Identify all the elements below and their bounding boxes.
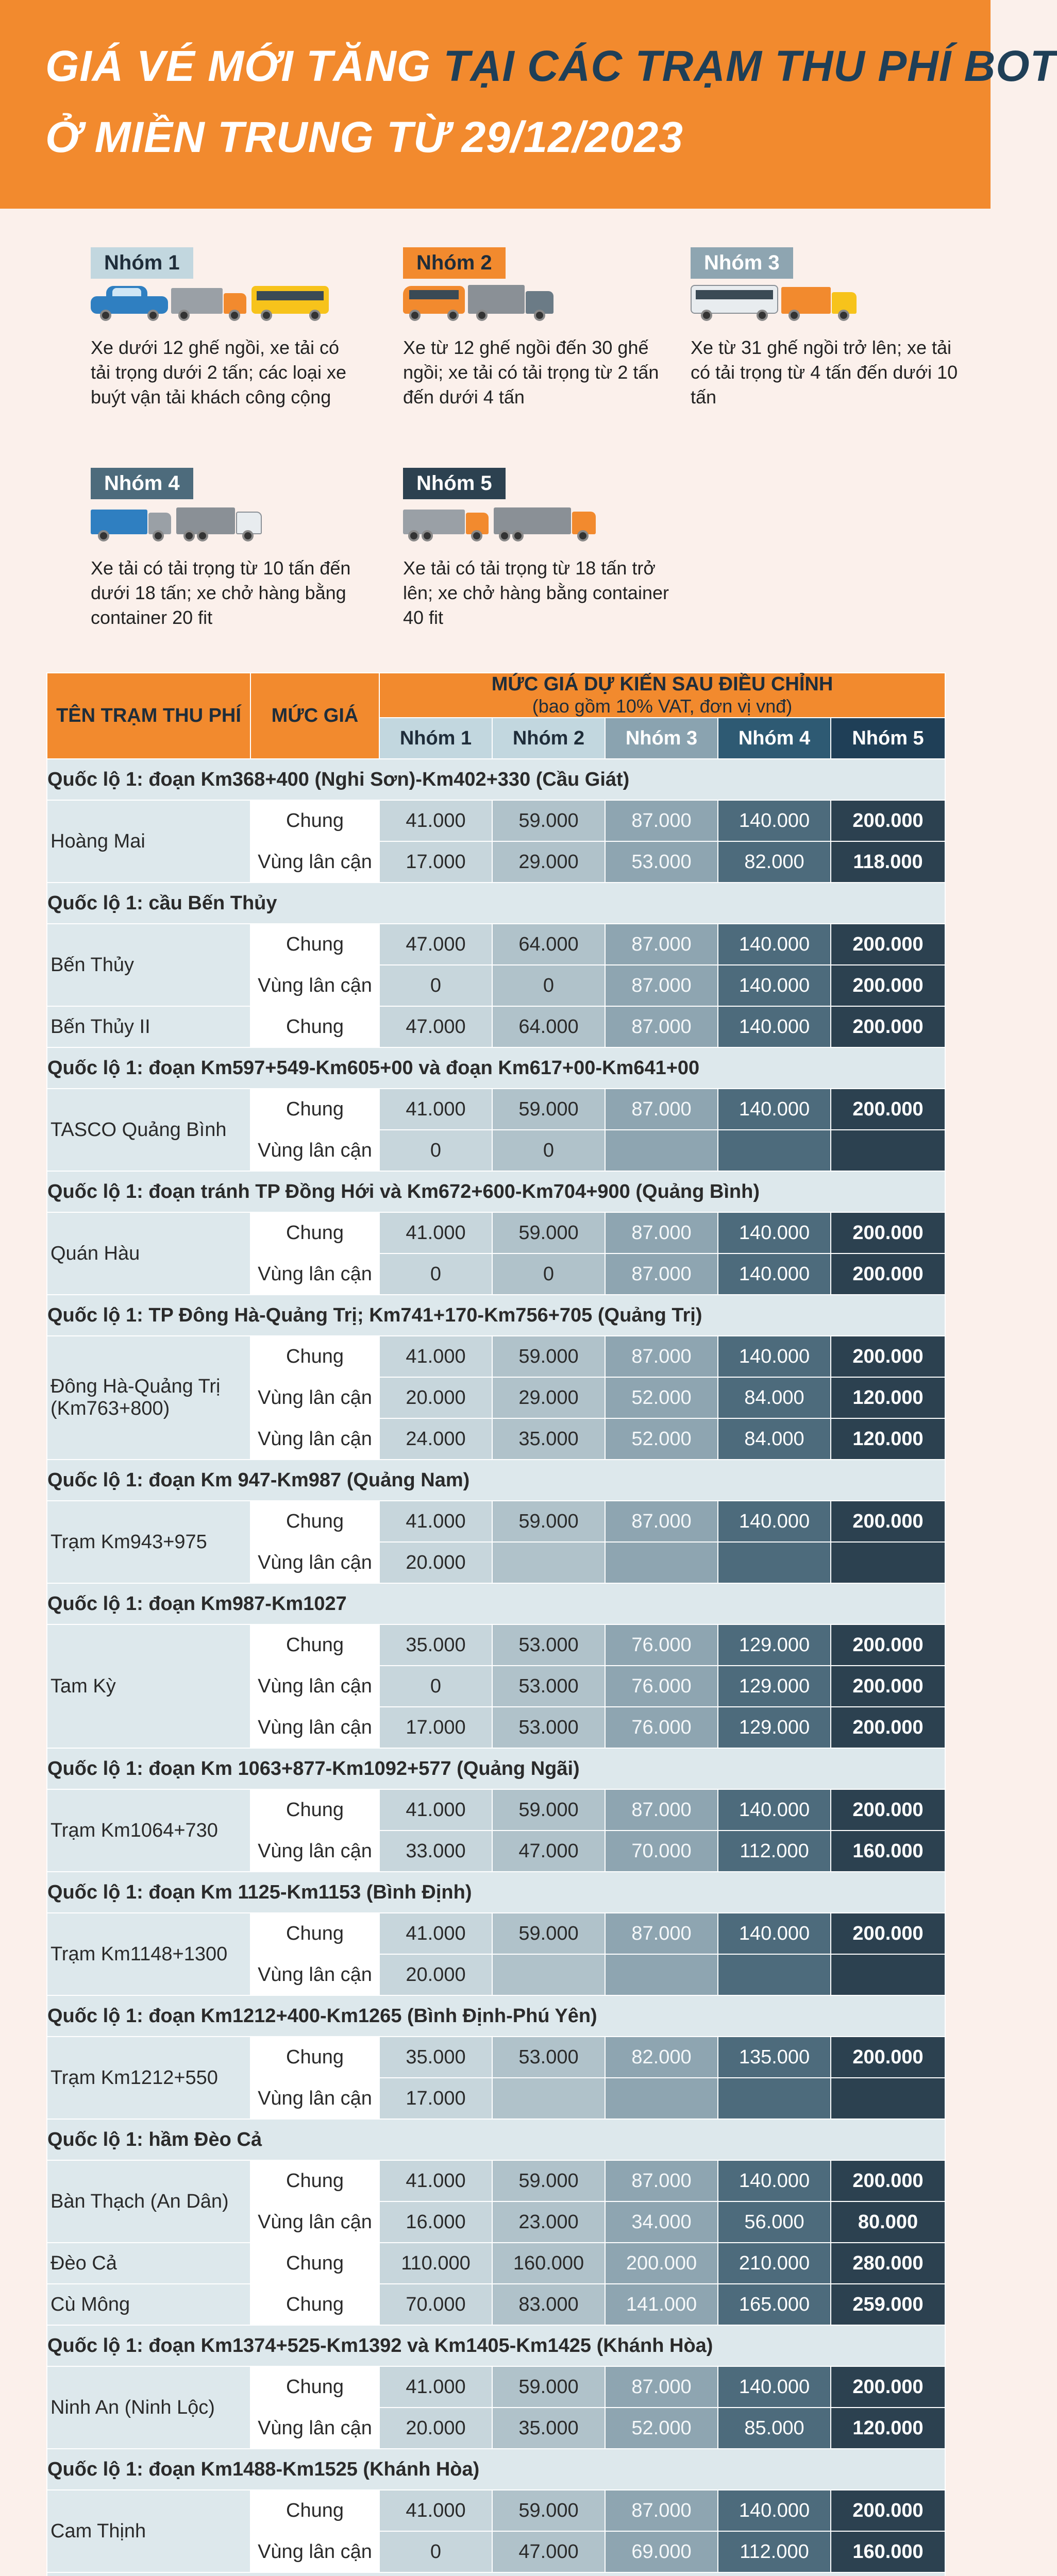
title-line-1 [45, 41, 1057, 91]
station-name: Cù Mông [47, 2284, 250, 2325]
price-cell-group-1: 70.000 [379, 2284, 492, 2325]
section-row [47, 1460, 945, 1501]
price-cell-group-3: 87.000 [605, 2366, 718, 2408]
small-truck-icon [171, 285, 248, 321]
price-cell-group-3: 76.000 [605, 1624, 718, 1666]
price-cell-group-3: 87.000 [605, 2490, 718, 2531]
header-station: TÊN TRẠM THU PHÍ [47, 673, 250, 759]
price-type: Vùng lân cận [250, 1418, 379, 1460]
price-type: Chung [250, 2366, 379, 2408]
section-row [47, 1995, 945, 2037]
header-group-5: Nhóm 5 [831, 718, 945, 759]
price-cell-group-2: 59.000 [492, 2366, 605, 2408]
price-cell-group-1: 20.000 [379, 1954, 492, 1995]
price-cell-group-5: 259.000 [831, 2284, 945, 2325]
price-cell-group-4 [718, 2078, 831, 2119]
price-cell-group-4: 140.000 [718, 2160, 831, 2201]
price-cell-group-1: 33.000 [379, 1831, 492, 1872]
title-line-2 [45, 112, 683, 162]
price-type: Chung [250, 2160, 379, 2201]
price-cell-group-1: 0 [379, 1253, 492, 1295]
price-cell-group-2: 53.000 [492, 1624, 605, 1666]
station-name: Cam Thịnh [47, 2490, 250, 2572]
price-cell-group-5: 200.000 [831, 1501, 945, 1542]
price-cell-group-3 [605, 1954, 718, 1995]
price-cell-group-1: 110.000 [379, 2243, 492, 2284]
price-cell-group-1: 20.000 [379, 1377, 492, 1418]
price-cell-group-2: 64.000 [492, 924, 605, 965]
price-cell-group-3: 87.000 [605, 2160, 718, 2201]
section-title: Quốc lộ 1: TP Đông Hà-Quảng Trị; Km741+170-Km756+705 (Quảng Trị) [47, 1295, 945, 1336]
price-cell-group-2 [492, 2078, 605, 2119]
long-trailer-truck-icon [494, 505, 597, 541]
price-cell-group-5: 200.000 [831, 1624, 945, 1666]
price-cell-group-2: 29.000 [492, 1377, 605, 1418]
price-cell-group-5: 160.000 [831, 2531, 945, 2572]
table-row [47, 2366, 945, 2408]
price-cell-group-1: 41.000 [379, 1913, 492, 1954]
section-row [47, 2119, 945, 2160]
price-type: Vùng lân cận [250, 1130, 379, 1171]
station-name: Bàn Thạch (An Dân) [47, 2160, 250, 2243]
table-row [47, 1913, 945, 1954]
price-cell-group-5: 200.000 [831, 1212, 945, 1253]
section-title: Quốc lộ 1: cầu Bến Thủy [47, 883, 945, 924]
station-name: Đông Hà-Quảng Trị (Km763+800) [47, 1336, 250, 1460]
price-cell-group-3 [605, 2078, 718, 2119]
section-row [47, 1171, 945, 1212]
price-cell-group-1: 47.000 [379, 924, 492, 965]
price-type: Vùng lân cận [250, 965, 379, 1006]
price-cell-group-5 [831, 2078, 945, 2119]
station-name: Ninh An (Ninh Lộc) [47, 2366, 250, 2449]
station-name: Trạm Km1064+730 [47, 1789, 250, 1872]
price-cell-group-1: 0 [379, 1130, 492, 1171]
station-name: Bến Thủy [47, 924, 250, 1006]
price-cell-group-1: 41.000 [379, 1212, 492, 1253]
price-cell-group-2: 47.000 [492, 1831, 605, 1872]
price-cell-group-2: 59.000 [492, 1501, 605, 1542]
price-cell-group-5: 80.000 [831, 2201, 945, 2243]
price-cell-group-1: 41.000 [379, 1789, 492, 1831]
table-row [47, 800, 945, 841]
price-cell-group-4: 82.000 [718, 841, 831, 883]
price-type: Chung [250, 1006, 379, 1047]
price-cell-group-3: 141.000 [605, 2284, 718, 2325]
price-cell-group-2: 59.000 [492, 2490, 605, 2531]
price-cell-group-4 [718, 1954, 831, 1995]
price-type: Chung [250, 924, 379, 965]
price-cell-group-1: 17.000 [379, 2078, 492, 2119]
price-cell-group-1: 0 [379, 1666, 492, 1707]
price-cell-group-3: 87.000 [605, 1789, 718, 1831]
price-cell-group-5: 118.000 [831, 841, 945, 883]
price-cell-group-2: 29.000 [492, 841, 605, 883]
price-cell-group-3: 87.000 [605, 1006, 718, 1047]
station-name: Hoàng Mai [47, 800, 250, 883]
price-cell-group-3: 53.000 [605, 841, 718, 883]
price-cell-group-2: 64.000 [492, 1006, 605, 1047]
price-cell-group-4: 129.000 [718, 1666, 831, 1707]
section-row [47, 2572, 945, 2576]
car-icon [91, 285, 168, 321]
header-price-title: MỨC GIÁ DỰ KIẾN SAU ĐIỀU CHỈNH [491, 673, 833, 695]
price-cell-group-2 [492, 1542, 605, 1583]
dump-truck-icon [781, 285, 859, 321]
header-price-note: (bao gồm 10% VAT, đơn vị vnđ) [532, 696, 793, 717]
price-cell-group-4: 112.000 [718, 1831, 831, 1872]
table-row [47, 1501, 945, 1542]
group-label: Nhóm 1 [91, 247, 193, 279]
title-part: Ở MIỀN TRUNG [45, 113, 374, 161]
van-icon [403, 285, 465, 321]
price-cell-group-1: 0 [379, 2531, 492, 2572]
section-row [47, 1583, 945, 1624]
price-cell-group-4: 210.000 [718, 2243, 831, 2284]
group-label: Nhóm 2 [403, 247, 506, 279]
section-title: Quốc lộ 1: đoạn Km1374+525-Km1392 và Km1405-Km1425 (Khánh Hòa) [47, 2325, 945, 2366]
price-cell-group-2: 53.000 [492, 1707, 605, 1748]
table-row [47, 2160, 945, 2201]
section-row [47, 2325, 945, 2366]
price-cell-group-5: 120.000 [831, 1418, 945, 1460]
group-description: Xe tải có tải trọng từ 18 tấn trở lên; xe chở hàng bằng container 40 fit [403, 557, 669, 628]
price-type: Vùng lân cận [250, 1954, 379, 1995]
table-row [47, 1089, 945, 1130]
price-cell-group-1: 17.000 [379, 841, 492, 883]
title-part-highlight: TẠI CÁC TRẠM THU PHÍ BOT [443, 42, 1057, 90]
station-name: TASCO Quảng Bình [47, 1089, 250, 1171]
trailer-truck-icon [403, 505, 491, 541]
price-cell-group-3: 76.000 [605, 1707, 718, 1748]
price-cell-group-1: 41.000 [379, 2366, 492, 2408]
price-type: Chung [250, 1789, 379, 1831]
header-price [379, 673, 945, 718]
price-cell-group-1: 47.000 [379, 1006, 492, 1047]
group-description: Xe từ 12 ghế ngồi đến 30 ghế ngồi; xe tải có tải trọng từ 2 tấn đến dưới 4 tấn [403, 337, 659, 408]
heavy-truck-icon [176, 505, 264, 541]
section-title [47, 2572, 945, 2576]
price-cell-group-1: 35.000 [379, 1624, 492, 1666]
price-cell-group-1: 41.000 [379, 1501, 492, 1542]
price-cell-group-5 [831, 1130, 945, 1171]
price-cell-group-3: 87.000 [605, 800, 718, 841]
price-cell-group-4: 140.000 [718, 1336, 831, 1377]
price-cell-group-3: 87.000 [605, 1336, 718, 1377]
price-cell-group-3: 70.000 [605, 1831, 718, 1872]
price-type: Vùng lân cận [250, 1377, 379, 1418]
group-label: Nhóm 3 [691, 247, 793, 279]
group-label: Nhóm 5 [403, 468, 506, 499]
price-cell-group-3: 87.000 [605, 924, 718, 965]
price-cell-group-2: 0 [492, 1253, 605, 1295]
table-row [47, 2243, 945, 2284]
price-type: Chung [250, 1089, 379, 1130]
section-title: Quốc lộ 1: đoạn Km1212+400-Km1265 (Bình Định-Phú Yên) [47, 1995, 945, 2037]
price-cell-group-5 [831, 1542, 945, 1583]
price-cell-group-5: 200.000 [831, 924, 945, 965]
price-cell-group-4: 140.000 [718, 1789, 831, 1831]
group-1 [91, 247, 359, 410]
price-type: Vùng lân cận [250, 2078, 379, 2119]
group-description: Xe tải có tải trọng từ 10 tấn đến dưới 18 tấn; xe chở hàng bằng container 20 fit [91, 557, 351, 628]
group-2 [403, 247, 661, 410]
price-cell-group-4: 140.000 [718, 1006, 831, 1047]
header-group-3: Nhóm 3 [605, 718, 718, 759]
section-row [47, 1047, 945, 1089]
price-cell-group-4: 129.000 [718, 1707, 831, 1748]
section-title: Quốc lộ 1: đoạn Km 1063+877-Km1092+577 (Quảng Ngãi) [47, 1748, 945, 1789]
price-cell-group-3: 87.000 [605, 1253, 718, 1295]
price-cell-group-2 [492, 1954, 605, 1995]
price-type: Chung [250, 800, 379, 841]
price-cell-group-2: 0 [492, 1130, 605, 1171]
station-name: Bến Thủy II [47, 1006, 250, 1047]
price-cell-group-1: 24.000 [379, 1418, 492, 1460]
group-3 [691, 247, 959, 410]
price-type: Chung [250, 2243, 379, 2284]
section-title: Quốc lộ 1: đoạn Km 947-Km987 (Quảng Nam) [47, 1460, 945, 1501]
price-cell-group-4 [718, 1542, 831, 1583]
price-cell-group-1: 41.000 [379, 1336, 492, 1377]
price-type: Vùng lân cận [250, 841, 379, 883]
price-cell-group-5: 200.000 [831, 1707, 945, 1748]
price-cell-group-3: 52.000 [605, 1377, 718, 1418]
price-cell-group-5: 200.000 [831, 2037, 945, 2078]
group-1-vehicles [91, 285, 359, 321]
price-cell-group-4: 140.000 [718, 1089, 831, 1130]
price-cell-group-4: 84.000 [718, 1377, 831, 1418]
price-type: Vùng lân cận [250, 1831, 379, 1872]
section-title: Quốc lộ 1: đoạn Km1488-Km1525 (Khánh Hòa) [47, 2449, 945, 2490]
price-type: Vùng lân cận [250, 1253, 379, 1295]
group-5-vehicles [403, 505, 671, 541]
section-row [47, 1295, 945, 1336]
table-body [47, 759, 945, 2576]
price-type: Chung [250, 2490, 379, 2531]
price-cell-group-3: 82.000 [605, 2037, 718, 2078]
price-type: Chung [250, 2284, 379, 2325]
price-cell-group-3: 87.000 [605, 1089, 718, 1130]
header-group-2: Nhóm 2 [492, 718, 605, 759]
price-cell-group-2: 59.000 [492, 1336, 605, 1377]
price-type: Vùng lân cận [250, 1666, 379, 1707]
price-cell-group-2: 35.000 [492, 2408, 605, 2449]
price-cell-group-1: 35.000 [379, 2037, 492, 2078]
price-cell-group-1: 41.000 [379, 2490, 492, 2531]
price-cell-group-1: 0 [379, 965, 492, 1006]
table-row [47, 1789, 945, 1831]
price-type: Chung [250, 1913, 379, 1954]
header-banner [0, 0, 1057, 209]
price-cell-group-2: 59.000 [492, 1089, 605, 1130]
price-cell-group-5: 120.000 [831, 1377, 945, 1418]
price-cell-group-5: 200.000 [831, 1006, 945, 1047]
price-cell-group-5: 200.000 [831, 1089, 945, 1130]
section-title: Quốc lộ 1: đoạn Km 1125-Km1153 (Bình Định) [47, 1872, 945, 1913]
price-cell-group-2: 0 [492, 965, 605, 1006]
price-cell-group-3: 52.000 [605, 2408, 718, 2449]
price-cell-group-3: 87.000 [605, 1501, 718, 1542]
price-cell-group-3: 87.000 [605, 1913, 718, 1954]
price-cell-group-4: 84.000 [718, 1418, 831, 1460]
truck-icon [468, 285, 556, 321]
price-cell-group-2: 59.000 [492, 2160, 605, 2201]
group-5 [403, 468, 671, 630]
table-row [47, 2490, 945, 2531]
station-name: Trạm Km1148+1300 [47, 1913, 250, 1995]
price-cell-group-2: 35.000 [492, 1418, 605, 1460]
section-row [47, 1872, 945, 1913]
price-type: Chung [250, 1336, 379, 1377]
section-row [47, 759, 945, 800]
price-cell-group-5: 160.000 [831, 1831, 945, 1872]
group-2-vehicles [403, 285, 661, 321]
header-group-4: Nhóm 4 [718, 718, 831, 759]
price-cell-group-5: 200.000 [831, 2490, 945, 2531]
price-cell-group-4: 140.000 [718, 924, 831, 965]
container-truck-icon [91, 505, 173, 541]
price-cell-group-5: 200.000 [831, 800, 945, 841]
price-cell-group-3: 87.000 [605, 965, 718, 1006]
group-3-vehicles [691, 285, 959, 321]
group-4-vehicles [91, 505, 359, 541]
table-row [47, 1212, 945, 1253]
price-cell-group-5: 200.000 [831, 1789, 945, 1831]
price-cell-group-2: 59.000 [492, 1913, 605, 1954]
table-row [47, 1006, 945, 1047]
price-cell-group-4: 112.000 [718, 2531, 831, 2572]
section-title: Quốc lộ 1: đoạn Km987-Km1027 [47, 1583, 945, 1624]
price-type: Chung [250, 1212, 379, 1253]
price-cell-group-3 [605, 1130, 718, 1171]
price-cell-group-4: 140.000 [718, 800, 831, 841]
price-cell-group-3: 87.000 [605, 1212, 718, 1253]
table-row [47, 1336, 945, 1377]
price-cell-group-5: 200.000 [831, 965, 945, 1006]
table-row [47, 924, 945, 965]
price-cell-group-2: 59.000 [492, 800, 605, 841]
station-name: Trạm Km1212+550 [47, 2037, 250, 2119]
price-cell-group-1: 41.000 [379, 800, 492, 841]
price-cell-group-5: 200.000 [831, 1253, 945, 1295]
station-name: Tam Kỳ [47, 1624, 250, 1748]
group-4 [91, 468, 359, 630]
price-cell-group-1: 41.000 [379, 2160, 492, 2201]
price-cell-group-3: 34.000 [605, 2201, 718, 2243]
vehicle-groups [0, 209, 991, 672]
price-cell-group-1: 16.000 [379, 2201, 492, 2243]
price-type: Chung [250, 2037, 379, 2078]
group-description: Xe dưới 12 ghế ngồi, xe tải có tải trọng dưới 2 tấn; các loại xe buýt vận tải khách công cộng [91, 337, 346, 408]
price-type: Vùng lân cận [250, 2201, 379, 2243]
section-title: Quốc lộ 1: đoạn Km368+400 (Nghi Sơn)-Km402+330 (Cầu Giát) [47, 759, 945, 800]
price-cell-group-5: 200.000 [831, 1336, 945, 1377]
price-cell-group-5: 200.000 [831, 1666, 945, 1707]
price-cell-group-3: 200.000 [605, 2243, 718, 2284]
price-cell-group-1: 20.000 [379, 1542, 492, 1583]
section-row [47, 1748, 945, 1789]
price-type: Vùng lân cận [250, 2531, 379, 2572]
price-cell-group-4: 140.000 [718, 1212, 831, 1253]
price-cell-group-5: 280.000 [831, 2243, 945, 2284]
price-cell-group-4: 140.000 [718, 1501, 831, 1542]
bus-icon [251, 285, 329, 321]
price-cell-group-3: 76.000 [605, 1666, 718, 1707]
price-cell-group-5: 200.000 [831, 2366, 945, 2408]
header-group-1: Nhóm 1 [379, 718, 492, 759]
price-cell-group-5: 120.000 [831, 2408, 945, 2449]
table-row [47, 2284, 945, 2325]
table-row [47, 1624, 945, 1666]
price-cell-group-2: 59.000 [492, 1212, 605, 1253]
price-cell-group-4: 140.000 [718, 1253, 831, 1295]
coach-bus-icon [691, 285, 778, 321]
table-row [47, 2037, 945, 2078]
station-name: Đèo Cả [47, 2243, 250, 2284]
section-row [47, 2449, 945, 2490]
section-row [47, 883, 945, 924]
price-type: Vùng lân cận [250, 2408, 379, 2449]
price-cell-group-1: 17.000 [379, 1707, 492, 1748]
price-type: Vùng lân cận [250, 1542, 379, 1583]
price-cell-group-2: 23.000 [492, 2201, 605, 2243]
price-cell-group-4: 85.000 [718, 2408, 831, 2449]
price-cell-group-2: 47.000 [492, 2531, 605, 2572]
group-description: Xe từ 31 ghế ngồi trở lên; xe tải có tải trọng từ 4 tấn đến dưới 10 tấn [691, 337, 958, 408]
header-price-level: MỨC GIÁ [250, 673, 379, 759]
price-cell-group-4: 165.000 [718, 2284, 831, 2325]
price-cell-group-1: 41.000 [379, 1089, 492, 1130]
price-cell-group-4: 140.000 [718, 1913, 831, 1954]
station-name: Quán Hàu [47, 1212, 250, 1295]
price-cell-group-2: 160.000 [492, 2243, 605, 2284]
section-title: Quốc lộ 1: đoạn Km597+549-Km605+00 và đoạn Km617+00-Km641+00 [47, 1047, 945, 1089]
price-type: Chung [250, 1501, 379, 1542]
price-cell-group-4 [718, 1130, 831, 1171]
price-cell-group-4: 140.000 [718, 965, 831, 1006]
price-cell-group-2: 53.000 [492, 1666, 605, 1707]
price-type: Chung [250, 1624, 379, 1666]
price-cell-group-4: 129.000 [718, 1624, 831, 1666]
price-cell-group-2: 53.000 [492, 2037, 605, 2078]
station-name: Trạm Km943+975 [47, 1501, 250, 1583]
price-cell-group-3: 69.000 [605, 2531, 718, 2572]
section-title: Quốc lộ 1: đoạn tránh TP Đồng Hới và Km672+600-Km704+900 (Quảng Bình) [47, 1171, 945, 1212]
price-cell-group-4: 140.000 [718, 2490, 831, 2531]
price-cell-group-2: 83.000 [492, 2284, 605, 2325]
toll-fee-table [46, 672, 946, 2576]
group-label: Nhóm 4 [91, 468, 193, 499]
price-cell-group-1: 20.000 [379, 2408, 492, 2449]
price-cell-group-4: 135.000 [718, 2037, 831, 2078]
title-part: TỪ 29/12/2023 [387, 113, 683, 161]
price-cell-group-5: 200.000 [831, 2160, 945, 2201]
title-part: GIÁ VÉ MỚI TĂNG [45, 42, 431, 90]
price-cell-group-5 [831, 1954, 945, 1995]
price-cell-group-3: 52.000 [605, 1418, 718, 1460]
section-title: Quốc lộ 1: hầm Đèo Cả [47, 2119, 945, 2160]
price-cell-group-5: 200.000 [831, 1913, 945, 1954]
price-cell-group-4: 56.000 [718, 2201, 831, 2243]
price-cell-group-3 [605, 1542, 718, 1583]
price-cell-group-2: 59.000 [492, 1789, 605, 1831]
price-type: Vùng lân cận [250, 1707, 379, 1748]
price-cell-group-4: 140.000 [718, 2366, 831, 2408]
